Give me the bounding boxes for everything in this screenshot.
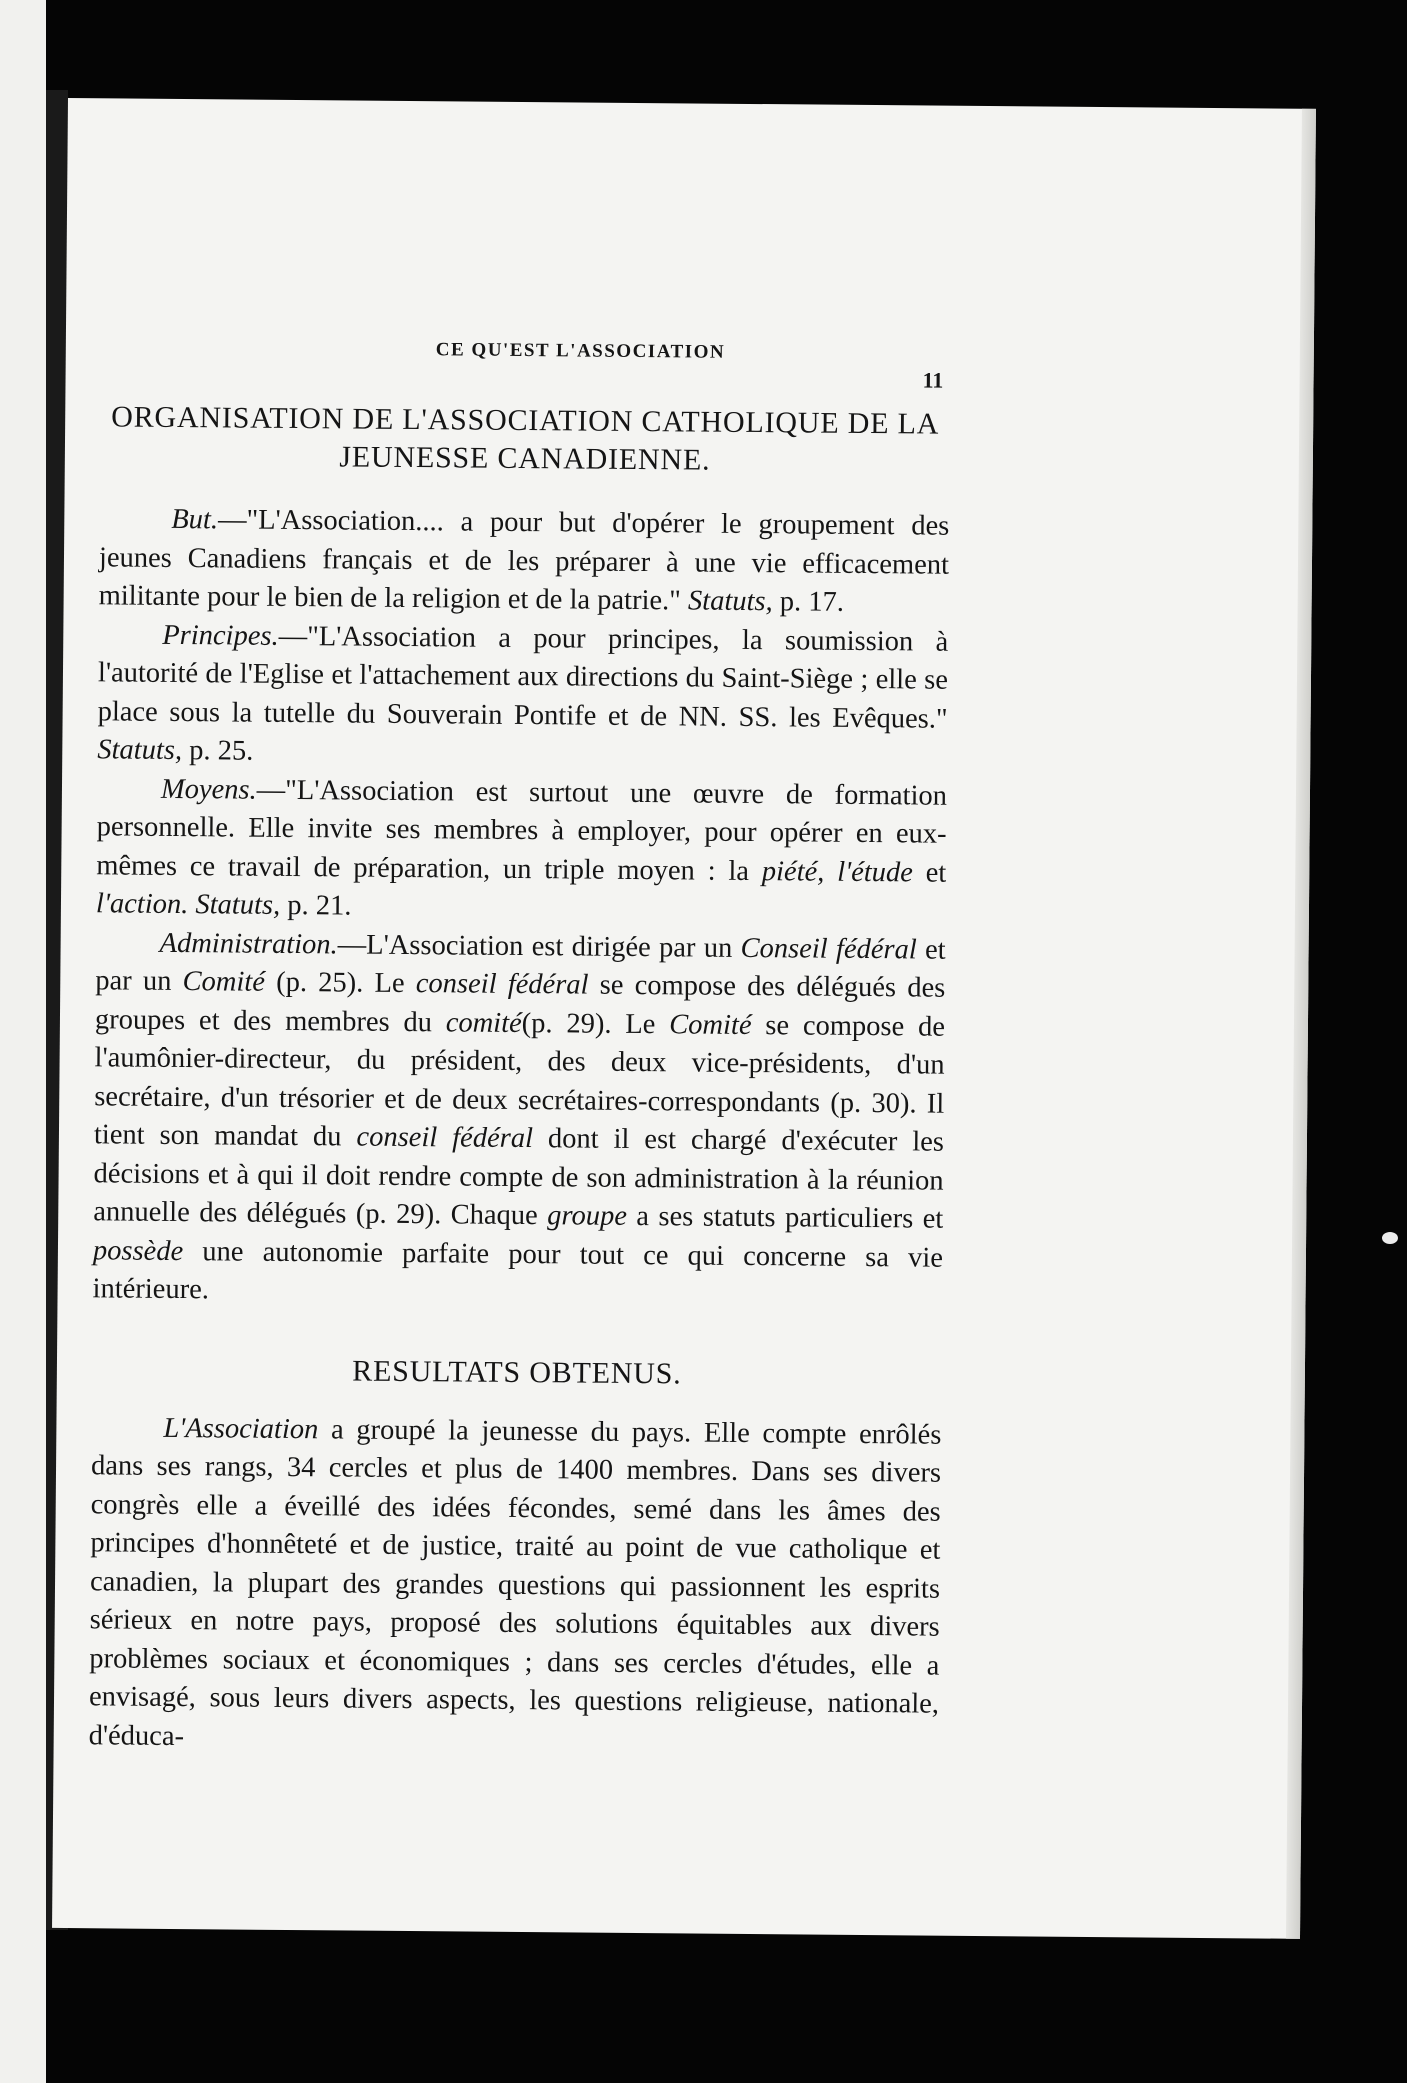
- emph-piete: piété, l'étude: [761, 855, 914, 888]
- label-but: But.: [171, 503, 219, 536]
- admin-text-1: —L'Association est dirigée par un: [337, 928, 733, 964]
- text-resultats: a groupé la jeunesse du pays. Elle compte enrôlés dans ses rangs, 34 cercles et plus de 1400 membres. Dans ses divers congrès elle a éveillé des idées fécondes, semé dans les âmes des principes d'honnêteté et de justice, traité au point de vue catholique et canadien, la plupart des grandes questions qui passionnent les esprits sérieux en notre pays, proposé des solutions équitables aux divers problèmes sociaux et économiques ; dans ses cercles d'études, elle a envisagé, sous leurs divers aspects, les questions religieuse, nationale, d'éduca-: [88, 1413, 942, 1752]
- admin-text-2: et par un: [95, 934, 946, 997]
- page-number: 11: [922, 367, 944, 393]
- scan-speck: [1382, 1232, 1398, 1244]
- emph-conseil-federal-2: conseil fédéral: [415, 968, 589, 1001]
- admin-text-5: (p. 29). Le: [521, 1007, 656, 1040]
- subtitle-resultats: RESULTATS OBTENUS.: [352, 1354, 682, 1390]
- emph-conseil-federal-3: conseil fédéral: [356, 1121, 534, 1155]
- paragraph-principes: [97, 616, 948, 777]
- paragraph-moyens: [96, 770, 947, 931]
- emph-conseil-federal: Conseil fédéral: [740, 932, 917, 965]
- admin-text-9: une autonomie parfaite pour tout ce qui concerne sa vie intérieure.: [92, 1235, 944, 1306]
- text-but: —"L'Association.... a pour but d'opérer le groupement des jeunes Canadiens français et de les préparer à une vie efficacement militante pour le bien de la religion et de la patrie.": [98, 504, 950, 617]
- text-moyens: —"L'Association est surtout une œuvre de formation personnelle. Elle invite ses membres à employer, pour opérer en eux-mêmes ce travail de préparation, un triple moyen : la: [96, 774, 948, 887]
- page-but: p. 17.: [779, 586, 845, 618]
- page-right-edge: [1286, 109, 1316, 1939]
- adjacent-page-edge: [0, 0, 46, 2083]
- text-principes: —"L'Association a pour principes, la soumission à l'autorité de l'Eglise et l'attachement aux directions du Saint-Siège ; elle se place sous la tutelle du Souverain Pontife et de NN. SS. les Evêques.": [97, 620, 949, 735]
- admin-text-4: se compose des délégués des groupes et des membres du: [94, 969, 946, 1038]
- emph-comite: Comité: [182, 966, 266, 998]
- label-administration: Administration.: [159, 927, 338, 960]
- label-moyens: Moyens.: [160, 773, 257, 806]
- label-principes: Principes.: [162, 619, 279, 652]
- ref-principes: Statuts,: [97, 734, 183, 767]
- page-moyens: p. 21.: [287, 889, 352, 922]
- emph-association: L'Association: [163, 1412, 319, 1445]
- admin-text-8: a ses statuts particuliers et: [636, 1201, 944, 1235]
- emph-possede: possède: [92, 1234, 184, 1267]
- section-title: ORGANISATION DE L'ASSOCIATION CATHOLIQUE DE LA JEUNESSE CANADIENNE.: [111, 400, 940, 477]
- word-et: et: [925, 857, 947, 889]
- admin-text-6: se compose de l'aumônier-directeur, du président, des deux vice-présidents, d'un secrétaire, d'un trésorier et de deux secrétaires-correspondants (p. 30). Il tient son mandat du: [93, 1009, 946, 1153]
- emph-groupe: groupe: [547, 1200, 628, 1232]
- admin-text-3: (p. 25). Le: [276, 966, 405, 999]
- paragraph-but: [98, 500, 949, 623]
- emph-action: l'action. Statuts,: [95, 888, 281, 921]
- paragraph-administration: [92, 924, 945, 1316]
- admin-text-7: dont il est chargé d'exécuter les décisions et à qui il doit rendre compte de son administration à la réunion annuelle des délégués (p. 29). Chaque: [93, 1123, 945, 1232]
- emph-comite-3: Comité: [669, 1008, 752, 1041]
- paragraph-resultats: [89, 1409, 942, 1763]
- page-principes: p. 25.: [189, 735, 254, 767]
- running-head: CE QU'EST L'ASSOCIATION: [435, 339, 726, 363]
- emph-comite-2: comité: [445, 1006, 522, 1039]
- ref-but: Statuts,: [687, 585, 773, 618]
- book-page: [52, 98, 1316, 1939]
- page-content: [89, 398, 951, 1762]
